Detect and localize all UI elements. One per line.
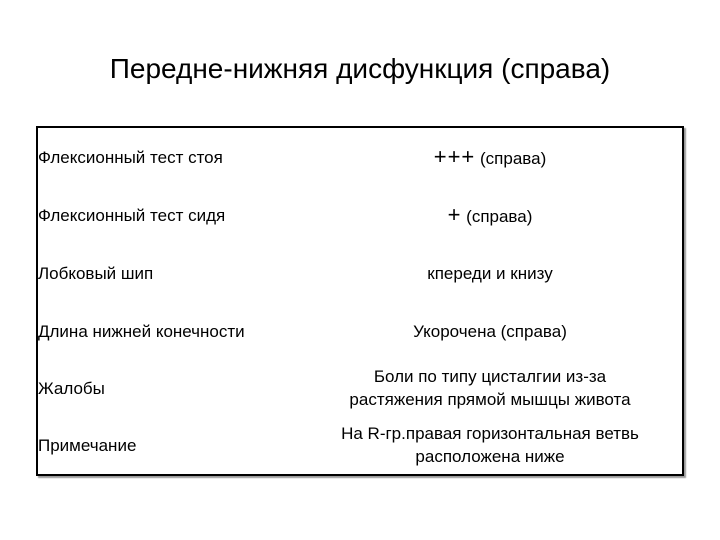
table-row [38,186,682,244]
table-row [38,244,682,302]
value-line: На R-гр.правая горизонтальная ветвь [341,424,639,443]
slide-title: Передне-нижняя дисфункция (справа) [109,53,611,84]
row-label: Длина нижней конечности [38,321,245,341]
row-label: Жалобы [38,378,105,398]
row-value: Укорочена (справа) [413,321,567,341]
test-result-side: (справа) [461,206,533,226]
row-label: Флексионный тест стоя [38,147,223,167]
row-label: Лобковый шип [38,263,154,283]
findings-table [36,126,684,476]
table-row [38,360,682,416]
row-value [298,416,682,474]
test-result-sign: + [447,201,462,227]
value-line: расположена ниже [415,447,565,466]
row-label: Примечание [38,435,137,455]
row-value [298,128,682,186]
row-value [298,186,682,244]
table-row [38,302,682,360]
row-label: Флексионный тест сидя [38,205,226,225]
value-line: растяжения прямой мышцы живота [349,390,631,409]
row-value [298,360,682,416]
table-row [38,128,682,186]
row-value: кпереди и книзу [427,263,553,283]
test-result-sign: +++ [433,143,476,169]
test-result-side: (справа) [475,148,547,168]
value-line: Боли по типу цисталгии из-за [373,367,607,386]
table-row [38,416,682,474]
